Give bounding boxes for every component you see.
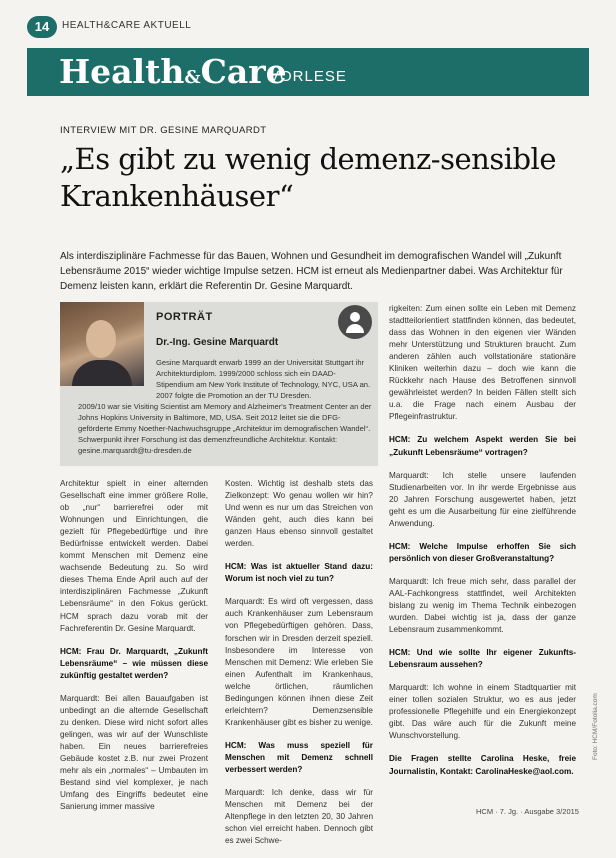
page-footer: HCM · 7. Jg. · Ausgabe 3/2015 [476, 807, 579, 816]
portrait-box [60, 302, 378, 466]
interview-question: HCM: Was ist aktueller Stand dazu: Worum ist noch viel zu tun? [225, 562, 373, 584]
text-column-3 [389, 303, 576, 789]
body-paragraph: Marquardt: Ich denke, dass wir für Menschen mit Demenz bei der Altenpflege in den letzten 20, 30 Jahren schon viel erreicht haben. Dennoch gibt es zwei Schwe- [225, 788, 373, 846]
article-headline: „Es gibt zu wenig demenz-sensible Krankenhäuser“ [60, 142, 556, 213]
text-column-2 [225, 478, 373, 858]
article-lead: Als interdisziplinäre Fachmesse für das Bauen, Wohnen und Gesundheit im demografischen Wandel will „Zukunft Lebensräume 2015“ wieder wichtige Impulse setzen. HCM ist erneut als Medienpartner dabei. Was Architektur für Demenz leisten kann, erklärt die Referentin Dr. Gesine Marquardt. [60, 251, 563, 292]
banner-subtitle: VORLESE [269, 68, 347, 85]
body-paragraph: Kosten. Wichtig ist deshalb stets das Zielkonzept: Wo genau wollen wir hin? Und wenn es nur um das Streichen von Wänden geht, auch dies kann bei ganzen Haus ebenso sinnvoll gestaltet werden. [225, 479, 373, 549]
interview-question: Die Fragen stellte Carolina Heske, freie Journalistin, Kontakt: CarolinaHeske@aol.com. [389, 754, 576, 776]
body-paragraph: Marquardt: Ich wohne in einem Stadtquartier mit einer tollen sozialen Struktur, wo es aus jeder professionelle Pflegehilfe und ein Energiekonzept gibt. Das wäre auch für die Zukunft meine Wunschvorstellung. [389, 683, 576, 741]
author-photo [60, 302, 144, 386]
portrait-title: PORTRÄT [156, 311, 213, 323]
page-number: 14 [27, 16, 57, 38]
portrait-bio-1: Gesine Marquardt erwarb 1999 an der Universität Stuttgart ihr Architekturdiplom. 1999/2000 schloss sich ein DAAD-Stipendium am New York Institute of Technology, NYC, USA an. 2007 folgte die Promotion an der TU Dresden. [156, 358, 371, 400]
interview-question: HCM: Zu welchem Aspekt werden Sie bei „Zukunft Lebensräume“ vortragen? [389, 435, 576, 457]
body-paragraph: Marquardt: Es wird oft vergessen, dass auch Krankenhäuser zum Lebensraum von Pflegebedürftigen gehören. Dass, forschen wir in Dresden derzeit speziell. Insbesondere im Interesse von Menschen mit Demenz: Wie erleben Sie einen Aufenthalt im Krankenhaus, welche örtlichen, räumlichen Bedingungen können ihnen diese Zeit erleichtern? Demenzsensible Krankenhäuser gibt es bisher zu wenige. [225, 597, 373, 727]
interview-question: HCM: Und wie sollte Ihr eigener Zukunfts-Lebensraum aussehen? [389, 648, 576, 670]
interview-question: HCM: Welche Impulse erhoffen Sie sich persönlich von dieser Großveranstaltung? [389, 541, 576, 563]
banner-title: Health&Care [59, 52, 287, 91]
article-kicker: INTERVIEW MIT DR. GESINE MARQUARDT [60, 125, 267, 136]
section-banner [27, 48, 589, 96]
body-paragraph: rigkeiten: Zum einen sollte ein Leben mit Demenz stadtteilorientiert stattfinden können, das bedeutet, dass das Wohnen in den eigenen vier Wänden mehr Unterstützung und Strukturen braucht. Zum anderen zählen auch vollstationäre stationäre Kliniken weiterhin dazu – doch wie kann die Rückkehr nach Hause des Betroffenen sinnvoll gewährleistet werden? In beiden Fällen stellt sich u.a. die Frage nach einem Ausbau der Pflegeinfrastruktur. [389, 304, 576, 422]
text-column-1 [60, 478, 208, 824]
interview-question: HCM: Frau Dr. Marquardt, „Zukunft Lebensräume“ – wie müssen diese zukünftig gestaltet werden? [60, 646, 208, 680]
portrait-bio-2: 2009/10 war sie Visiting Scientist am Memory and Alzheimer's Treatment Center an der Johns Hopkins University in Baltimore, MD, USA. Seit 2012 leitet sie die DFG-geförderte Emmy Noether-Nachwuchsgruppe „Architektur im demografischen Wandel“. Schwerpunkt ihrer Forschung ist das demenzfreundliche Architektur. Kontakt: gesine.marquardt@tu-dresden.de [78, 402, 372, 455]
running-head: HEALTH&CARE AKTUELL [62, 20, 192, 31]
body-paragraph: Marquardt: Ich stelle unsere laufenden Studienarbeiten vor. In ihr werde Ergebnisse aus 20 Jahren Forschung ausgewertet haben, jetzt geht es um die Ausarbeitung für eine zielführende Anwendung. [389, 470, 576, 528]
body-paragraph: Architektur spielt in einer alternden Gesellschaft eine immer größere Rolle, ob „nur“ barrierefrei oder mit Wohnungen und Einrichtungen, die gezielt für Pflegebedürftige und ihre Bedürfnisse entwickelt werden. Dabei kommt Menschen mit Demenz eine wachsende Bedeutung zu. So wird dieses Thema Ende April auch auf der interdisziplinären Fachmesse „Zukunft Lebensräume“ in den Fokus gerückt. HCM sprach dazu vorab mit der Fachreferentin Dr. Gesine Marquardt. [60, 479, 208, 633]
body-paragraph: Marquardt: Bei allen Bauaufgaben ist unbedingt an die alternde Gesellschaft zu denken. Diese wird nicht sofort alles gelingen, was wir auf der Wunschliste haben. Ein neues barrierefreies Gebäude kostet z.B. nur zwei Prozent mehr als ein „normales“ – Umbauten im Bestand sind viel komplexer, je nach Umfang des Eingriffs bedeutet eine Sanierung immer massive [60, 693, 208, 812]
body-paragraph: Marquardt: Ich freue mich sehr, dass parallel der AAL-Fachkongress stattfindet, weil Architekten bislang zu wenig im Thema Technik einbezogen wurden. Dabei wichtig ist ja, dass der ganze Lebensraum zusammenkommt. [389, 576, 576, 635]
photo-credit: Foto: HCM/Fotolia.com [592, 693, 599, 760]
portrait-name: Dr.-Ing. Gesine Marquardt [156, 337, 279, 348]
interview-question: HCM: Was muss speziell für Menschen mit Demenz schnell verbessert werden? [225, 740, 373, 774]
person-icon [338, 305, 372, 339]
